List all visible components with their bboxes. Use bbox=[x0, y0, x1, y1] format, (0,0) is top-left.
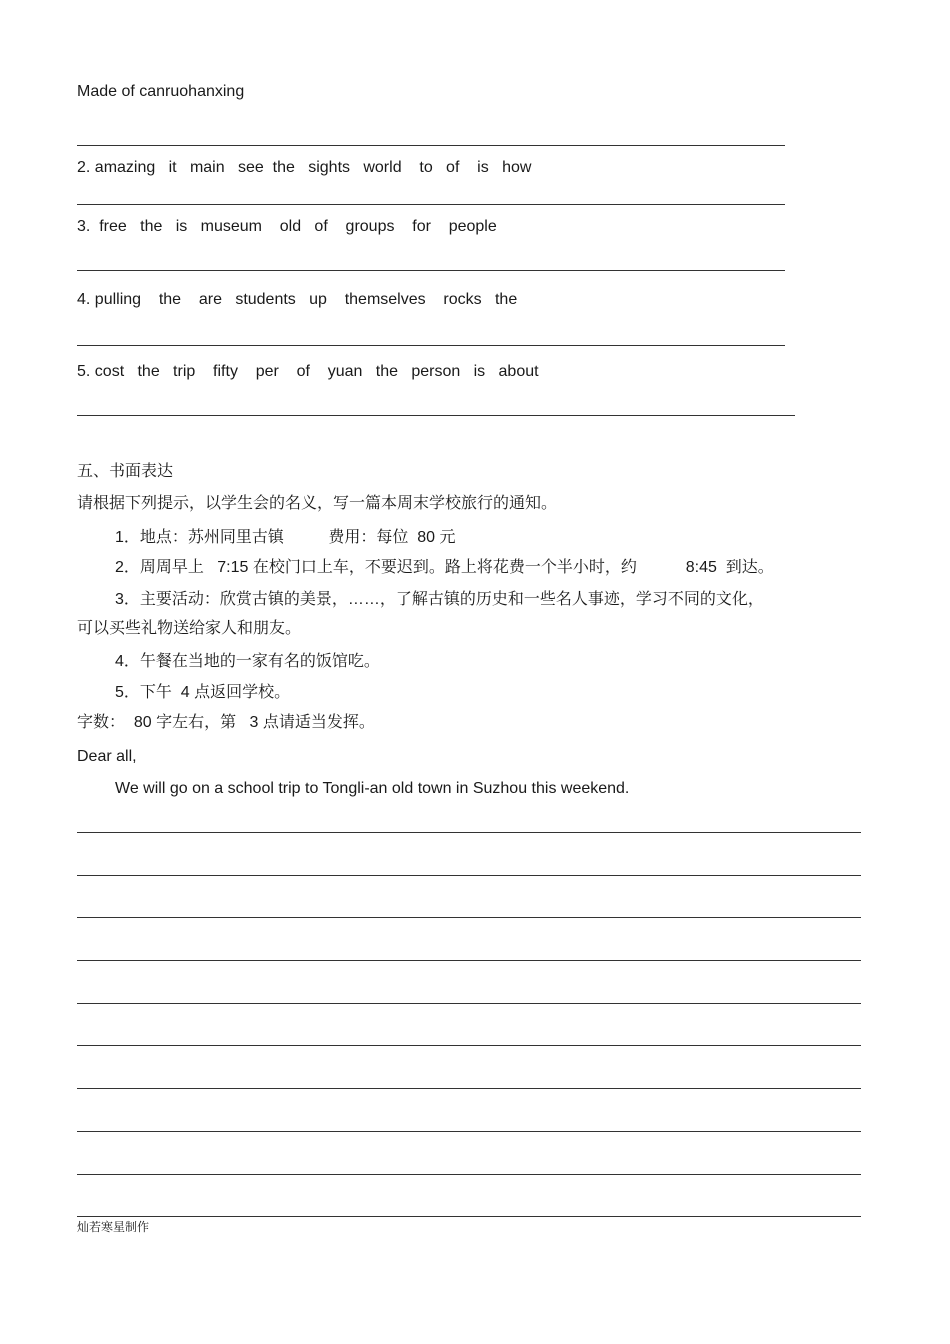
writing-line[interactable] bbox=[77, 1174, 861, 1175]
point-2: 2．周周早上 7:15 在校门口上车，不要迟到。路上将花费一个半小时，约 8:45 到达。 bbox=[115, 559, 774, 576]
point-5: 5．下午 4 点返回学校。 bbox=[115, 684, 291, 701]
point-3-continued: 可以买些礼物送给家人和朋友。 bbox=[77, 620, 302, 637]
point-1: 1．地点：苏州同里古镇 费用：每位 80 元 bbox=[115, 529, 456, 546]
sentence-item-4: 4. pulling the are students up themselves rocks the bbox=[77, 291, 518, 308]
answer-line[interactable] bbox=[77, 270, 785, 271]
sentence-item-5: 5. cost the trip fifty per of yuan the person is about bbox=[77, 363, 539, 380]
sentence-item-3: 3. free the is museum old of groups for people bbox=[77, 218, 497, 235]
footer-credit: 灿若寒星制作 bbox=[77, 1220, 150, 1234]
writing-line[interactable] bbox=[77, 1045, 861, 1046]
writing-line[interactable] bbox=[77, 1003, 861, 1004]
section-title: 五、书面表达 bbox=[77, 463, 174, 480]
word-count: 字数： 80 字左右，第 3 点请适当发挥。 bbox=[77, 714, 375, 731]
instruction: 请根据下列提示，以学生会的名义，写一篇本周末学校旅行的通知。 bbox=[77, 495, 558, 512]
greeting: Dear all, bbox=[77, 748, 137, 765]
writing-line[interactable] bbox=[77, 917, 861, 918]
point-3: 3．主要活动：欣赏古镇的美景，……，了解古镇的历史和一些名人事迹，学习不同的文化， bbox=[115, 591, 764, 608]
point-4: 4．午餐在当地的一家有名的饭馆吃。 bbox=[115, 653, 380, 670]
answer-line[interactable] bbox=[77, 345, 785, 346]
writing-line[interactable] bbox=[77, 960, 861, 961]
writing-line[interactable] bbox=[77, 1088, 861, 1089]
writing-line[interactable] bbox=[77, 875, 861, 876]
opening-sentence: We will go on a school trip to Tongli-an old town in Suzhou this weekend. bbox=[115, 780, 630, 797]
header-line: Made of canruohanxing bbox=[77, 83, 245, 100]
answer-line[interactable] bbox=[77, 145, 785, 146]
writing-line[interactable] bbox=[77, 1131, 861, 1132]
writing-line[interactable] bbox=[77, 832, 861, 833]
writing-line[interactable] bbox=[77, 1216, 861, 1217]
answer-line[interactable] bbox=[77, 204, 785, 205]
sentence-item-2: 2. amazing it main see the sights world to of is how bbox=[77, 159, 532, 176]
answer-line[interactable] bbox=[77, 415, 795, 416]
